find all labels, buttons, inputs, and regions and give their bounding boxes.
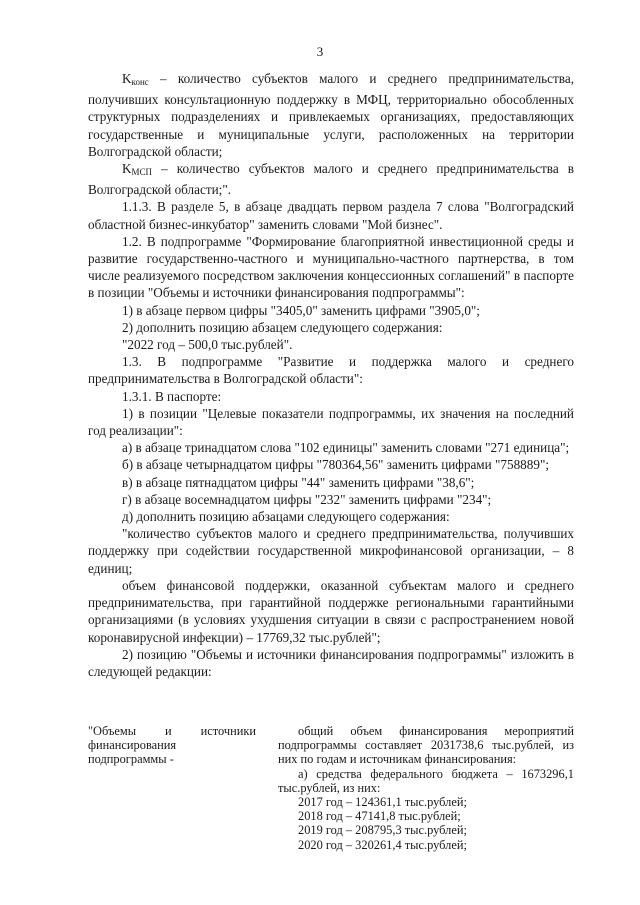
formula-definition: – количество субъектов малого и среднего предпринимательства в Волгоградской области;". [88,161,574,198]
page-number: 3 [316,44,324,59]
passport-dash: - [166,752,174,767]
paragraph-1-3-1-v: в) в абзаце пятнадцатом цифры "44" заменить цифрами "38,6"; [122,474,475,490]
paragraph-1-3-1-g: г) в абзаце восемнадцатом цифры "232" заменить цифрами "234"; [122,491,492,507]
passport-year-2020: 2020 год – 320261,4 тыс.рублей; [298,837,467,852]
paragraph-1-3-1: 1.3.1. В паспорте: [122,388,222,404]
passport-year-2019: 2019 год – 208795,3 тыс.рублей; [298,823,467,838]
passport-federal-budget: а) средства федерального бюджета – 1673296,1 тыс.рублей, из них: [278,766,574,795]
formula-symbol: K [122,71,132,86]
quoted-paragraph-2: объем финансовой поддержки, оказанной субъектам малого и среднего предпринимательства, при гарантийной поддержке региональными гарантийными организациями (в условиях ухудшения ситуации в связи с распространением новой коронавирусной инфекции) – 17769,32 тыс.рублей"; [88,577,574,645]
formula-definition: – количество субъектов малого и среднего предпринимательства, получивших консультационную поддержку в МФЦ, территориально обособленных структурных подразделениях и привлекаемых организациях, предоставляющих государственные и муниципальные услуги, расположенных на территории Волгоградской области; [88,71,574,159]
paragraph-1-3-1-item-2: 2) позицию "Объемы и источники финансирования подпрограммы" изложить в следующей редакции: [88,646,574,679]
paragraph-1-3-1-item-1: 1) в позиции "Целевые показатели подпрограммы, их значения на последний год реализации": [88,405,574,439]
paragraph-1-3: 1.3. В подпрограмме "Развитие и поддержка малого и среднего предпринимательства в Волгоградской области": [88,354,574,387]
paragraph-1-3-1-b: б) в абзаце четырнадцатом цифры "780364,56" заменить цифрами "758889"; [122,457,549,473]
paragraph-1-2-item-2: 2) дополнить позицию абзацем следующего содержания: [122,319,443,335]
paragraph-1-3-1-d: д) дополнить позицию абзацами следующего содержания: [122,509,450,525]
formula-subscript: МСП [131,167,153,178]
paragraph-k-kons [88,70,574,160]
passport-year-2018: 2018 год – 47141,8 тыс.рублей; [298,809,461,824]
paragraph-1-2-quote: "2022 год – 500,0 тыс.рублей". [122,337,293,353]
passport-right-column [278,724,574,852]
passport-total-funding: общий объем финансирования мероприятий подпрограммы составляет 2031738,6 тыс.рублей, из них по годам и источникам финансирования: [278,724,574,767]
formula-symbol: K [122,161,132,177]
passport-year-2017: 2017 год – 124361,1 тыс.рублей; [298,795,467,810]
passport-left-column [88,724,256,767]
formula-subscript: конс [131,77,149,87]
paragraph-1-1-3: 1.1.3. В разделе 5, в абзаце двадцать первом раздела 7 слова "Волгоградский областной бизнес-инкубатор" заменить словами "Мой бизнес". [88,199,574,232]
passport-position-name: "Объемы и источники финансирования подпрограммы [88,724,256,767]
paragraph-1-2: 1.2. В подпрограмме "Формирование благоприятной инвестиционной среды и развитие государственно-частного и муниципально-частного партнерства, в том числе реализуемого посредством заключения концессионных соглашений" в паспорте в позиции "Объемы и источники финансирования подпрограммы": [88,233,574,301]
passport-position-label [88,724,256,767]
paragraph-1-3-1-a: а) в абзаце тринадцатом слова "102 единицы" заменить словами "271 единица"; [122,440,570,456]
document-body [88,70,574,680]
paragraph-k-msp [88,160,574,198]
paragraph-1-2-item-1: 1) в абзаце первом цифры "3405,0" заменить цифрами "3905,0"; [122,302,480,318]
quoted-paragraph-1: "количество субъектов малого и среднего предпринимательства, получивших поддержку при содействии государственной микрофинансовой организации, – 8 единиц; [88,526,574,576]
